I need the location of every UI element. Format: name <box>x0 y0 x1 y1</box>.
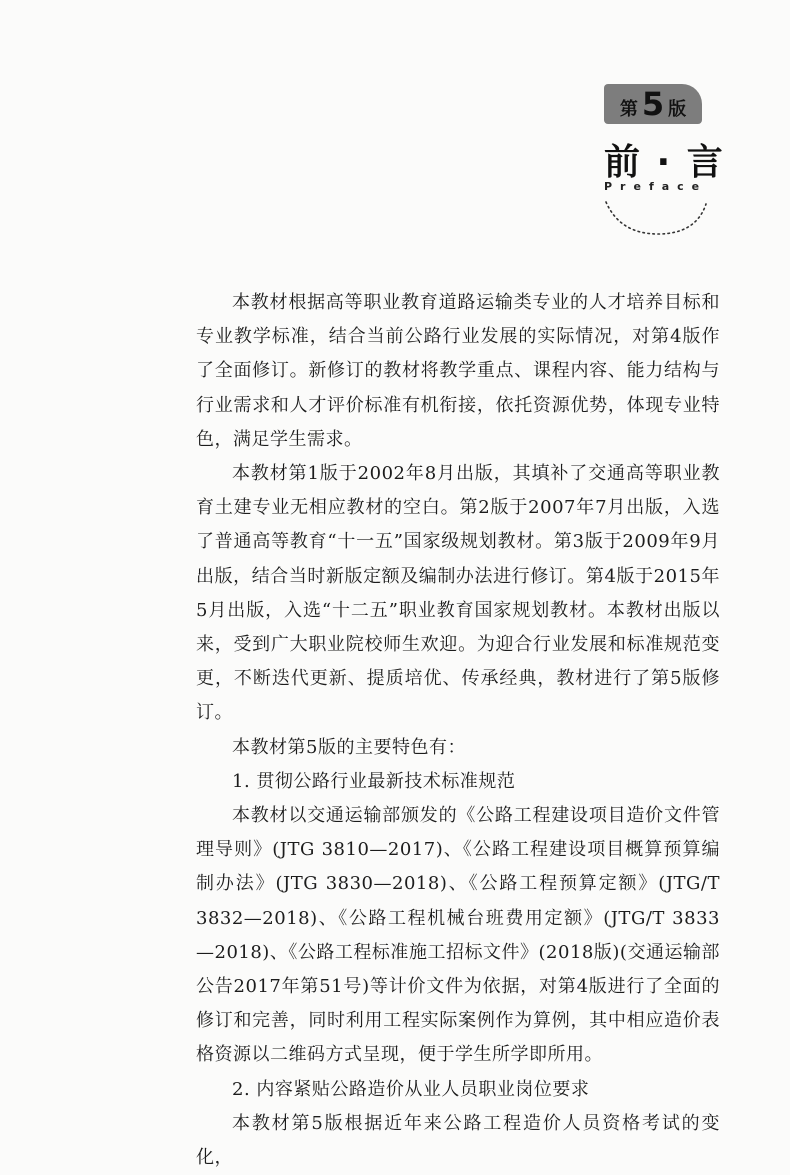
edition-badge <box>604 84 702 124</box>
paragraph-intro: 本教材根据高等职业教育道路运输类专业的人才培养目标和专业教学标准，结合当前公路行业发展的实际情况，对第4版作了全面修订。新修订的教材将教学重点、课程内容、能力结构与行业需求和人才评价标准有机衔接，依托资源优势，体现专业特色，满足学生需求。 <box>196 292 720 450</box>
paragraph-features-lead: 本教材第5版的主要特色有： <box>232 736 466 758</box>
edition-suffix: 版 <box>668 99 687 120</box>
feature-heading-1: 1. 贯彻公路行业最新技术标准规范 <box>232 770 516 792</box>
feature-heading-2: 2. 内容紧贴公路造价从业人员职业岗位要求 <box>232 1078 590 1100</box>
preface-title: 前 · 言 <box>604 142 725 183</box>
edition-prefix: 第 <box>619 99 638 120</box>
dotted-arc-decoration <box>600 196 710 240</box>
preface-subtitle: Preface <box>604 180 708 193</box>
preface-body <box>196 286 720 1175</box>
paragraph-feature-2: 本教材第5版根据近年来公路工程造价人员资格考试的变化， <box>196 1112 720 1169</box>
paragraph-feature-1: 本教材以交通运输部颁发的《公路工程建设项目造价文件管理导则》(JTG 3810—2017)、《公路工程建设项目概算预算编制办法》(JTG 3830—2018)、《公路工程预算定额》(JTG/T 3832—2018)、《公路工程机械台班费用定额》(JTG/T 3833—2018)、《公路工程标准施工招标文件》(2018版)(交通运输部公告2017年第51号)等计价文件为依据，对第4版进行了全面的修订和完善，同时利用工程实际案例作为算例，其中相应造价表格资源以二维码方式呈现，便于学生所学即所用。 <box>196 805 720 1066</box>
edition-number: 5 <box>641 85 665 123</box>
paragraph-history: 本教材第1版于2002年8月出版，其填补了交通高等职业教育土建专业无相应教材的空白。第2版于2007年7月出版，入选了普通高等教育“十一五”国家级规划教材。第3版于2009年9月出版，结合当时新版定额及编制办法进行修订。第4版于2015年5月出版，入选“十二五”职业教育国家规划教材。本教材出版以来，受到广大职业院校师生欢迎。为迎合行业发展和标准规范变更，不断迭代更新、提质培优、传承经典，教材进行了第5版修订。 <box>196 463 720 724</box>
